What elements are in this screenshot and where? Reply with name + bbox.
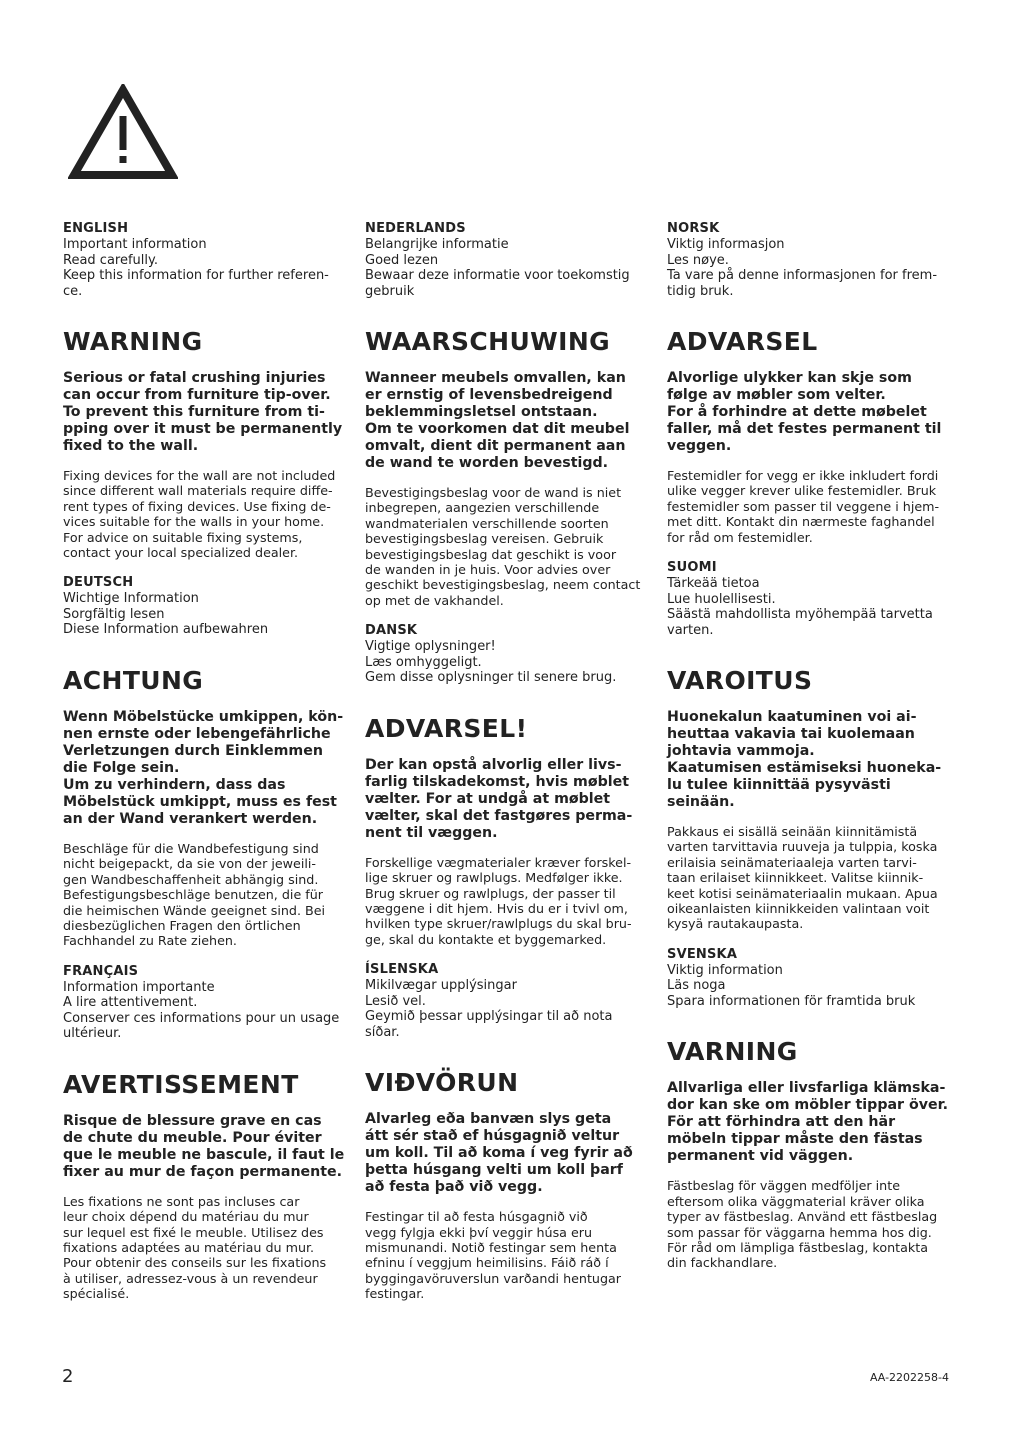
advice-line: ulike vegger krever ulike festemidler. Bruk	[667, 483, 937, 499]
advice-line: For advice on suitable fixing systems,	[63, 529, 303, 545]
warning-line: nent til væggen.	[365, 824, 498, 841]
document-code: AA-2202258-4	[869, 1371, 949, 1384]
advice-line: Les fixations ne sont pas incluses car	[63, 1193, 300, 1209]
info-line: Important information	[63, 237, 207, 252]
advice-line: Forskellige vægmaterialer kræver forskel-	[365, 854, 632, 870]
warning-line: Der kan opstå alvorlig eller livs-	[365, 756, 622, 773]
warning-line: fixer au mur de façon permanente.	[63, 1163, 343, 1180]
warning-line: vælter. For at undgå at møblet	[365, 790, 611, 807]
warning-statement	[667, 709, 957, 811]
fixing-advice	[63, 468, 353, 560]
language-section	[667, 947, 957, 1271]
advice-line: Befestigungsbeschläge benutzen, die für	[63, 887, 324, 903]
important-info	[667, 576, 957, 638]
warning-statement	[365, 757, 655, 842]
info-line: Keep this information for further referen-	[63, 268, 329, 283]
warning-line: dor kan ske om möbler tippar över.	[667, 1097, 948, 1114]
fixing-advice	[63, 841, 353, 949]
language-section	[63, 221, 353, 560]
warning-heading: VARNING	[667, 1037, 798, 1067]
language-label: DEUTSCH	[63, 575, 134, 591]
warning-line: Om te voorkomen dat dit meubel	[365, 421, 630, 437]
warning-statement	[63, 1113, 353, 1181]
info-line: Tärkeää tietoa	[667, 576, 760, 592]
warning-line: permanent vid väggen.	[667, 1148, 854, 1165]
info-line: Ta vare på denne informasjonen for frem-	[667, 268, 938, 283]
advice-line: ge, skal du kontakte et byggemarked.	[365, 931, 607, 947]
warning-heading: VAROITUS	[667, 666, 813, 696]
advice-line: op met de vakhandel.	[365, 592, 504, 608]
info-line: Läs noga	[667, 978, 726, 994]
advice-line: geschikt bevestigingsbeslag, neem contact	[365, 577, 641, 593]
language-section	[365, 623, 655, 947]
warning-line: Serious or fatal crushing injuries	[63, 370, 326, 386]
advice-line: for råd om festemidler.	[667, 529, 813, 545]
warning-line: heuttaa vakavia tai kuolemaan	[667, 726, 915, 743]
warning-line: að festa það við vegg.	[365, 1179, 543, 1196]
advice-line: byggingavöruverslun varðandi hentugar	[365, 1270, 622, 1286]
advice-line: Pour obtenir des conseils sur les fixations	[63, 1255, 327, 1271]
warning-line: seinään.	[667, 794, 735, 811]
advice-line: mismunandi. Notið festingar sem henta	[365, 1240, 617, 1255]
advice-line: met ditt. Kontakt din nærmeste faghandel	[667, 514, 935, 530]
warning-line: Wenn Möbelstücke umkippen, kön-	[63, 708, 344, 725]
warning-line: can occur from furniture tip-over.	[63, 387, 331, 403]
info-line: Conserver ces informations pour un usage	[63, 1010, 340, 1026]
advice-line: Festingar til að festa húsgagnið við	[365, 1209, 588, 1225]
warning-line: For å forhindre at dette møbelet	[667, 404, 927, 420]
column-3	[667, 221, 957, 1271]
advice-line: wandmaterialen verschillende soorten	[365, 515, 609, 531]
advice-line: since different wall materials require diffe-	[63, 483, 333, 499]
advice-line: din fackhandlare.	[667, 1255, 778, 1271]
important-info	[63, 980, 353, 1042]
important-info	[667, 237, 957, 299]
fixing-advice	[667, 1178, 957, 1270]
info-line: Sorgfältig lesen	[63, 606, 165, 622]
advice-line: leur choix dépend du matériau du mur	[63, 1209, 309, 1225]
warning-line: farlig tilskadekomst, hvis møblet	[365, 773, 629, 790]
advice-line: sur lequel est fixé le meuble. Utilisez des	[63, 1224, 324, 1240]
warning-line: Kaatumisen estämiseksi huoneka-	[667, 760, 942, 777]
warning-line: die Folge sein.	[63, 759, 180, 776]
fixing-advice	[63, 1194, 353, 1302]
language-section	[63, 575, 353, 948]
info-line: Vigtige oplysninger!	[365, 639, 496, 655]
warning-line: an der Wand verankert werden.	[63, 810, 318, 827]
info-line: Lesið vel.	[365, 993, 426, 1009]
warning-line: de chute du meuble. Pour éviter	[63, 1129, 322, 1146]
language-section	[63, 964, 353, 1302]
warning-heading: AVERTISSEMENT	[63, 1069, 299, 1099]
advice-line: de wanden in je huis. Voor advies over	[365, 562, 611, 578]
advice-line: Beschläge für die Wandbefestigung sind	[63, 840, 319, 856]
warning-line: þetta húsgang velti um koll þarf	[365, 1162, 623, 1179]
fixing-advice	[667, 468, 957, 545]
advice-line: Brug skruer og rawlplugs, der passer til	[365, 885, 616, 901]
advice-line: varten tarvittavia ruuveja ja tulppia, koska	[667, 839, 938, 855]
warning-line: veggen.	[667, 438, 732, 454]
info-line: varten.	[667, 622, 714, 638]
info-line: ce.	[63, 283, 83, 299]
warning-line: nen ernste oder lebengefährliche	[63, 725, 331, 742]
advice-line: typer av fästbeslag. Använd ett fästbeslag	[667, 1209, 938, 1225]
warning-line: Verletzungen durch Einklemmen	[63, 742, 323, 759]
advice-line: keet kotisi seinämateriaalin mukaan. Apua	[667, 885, 938, 901]
info-line: Gem disse oplysninger til senere brug.	[365, 670, 617, 686]
fixing-advice	[365, 1209, 655, 1301]
page-number: 2	[62, 1366, 74, 1387]
advice-line: Fachhandel zu Rate ziehen.	[63, 933, 237, 949]
warning-line: pping over it must be permanently	[63, 421, 343, 437]
language-label: NEDERLANDS	[365, 221, 466, 236]
warning-statement	[63, 709, 353, 828]
info-line: Geymið þessar upplýsingar til að nota	[365, 1009, 613, 1025]
warning-line: möbeln tippar måste den fästas	[667, 1131, 923, 1148]
advice-line: rent types of fixing devices. Use fixing de-	[63, 498, 331, 514]
language-section	[667, 221, 957, 545]
language-label: SUOMI	[667, 560, 717, 576]
info-line: Diese Information aufbewahren	[63, 622, 269, 638]
warning-heading: ADVARSEL!	[365, 713, 528, 743]
warning-line: Alvorlige ulykker kan skje som	[667, 370, 912, 386]
language-section	[667, 560, 957, 932]
warning-line: Alvarleg eða banvæn slys geta	[365, 1111, 612, 1128]
warning-line: Wanneer meubels omvallen, kan	[365, 370, 626, 386]
warning-statement	[63, 370, 353, 455]
warning-line: omvalt, dient dit permanent aan	[365, 438, 626, 454]
info-line: Les nøye.	[667, 252, 729, 268]
advice-line: För råd om lämpliga fästbeslag, kontakta	[667, 1240, 928, 1255]
info-line: Mikilvægar upplýsingar	[365, 978, 517, 994]
info-line: Read carefully.	[63, 252, 158, 268]
advice-line: efninu í veggjum heimilisins. Fáið ráð í	[365, 1255, 609, 1271]
advice-line: Fixing devices for the wall are not included	[63, 468, 336, 483]
language-section	[365, 962, 655, 1301]
advice-line: gen Wandbeschaffenheit abhängig sind.	[63, 871, 319, 887]
warning-line: que le meuble ne bascule, il faut le	[63, 1146, 345, 1163]
warning-statement	[667, 370, 957, 455]
advice-line: inbegrepen, aangezien verschillende	[365, 500, 600, 516]
fixing-advice	[365, 855, 655, 947]
advice-line: spécialisé.	[63, 1286, 130, 1302]
warning-heading: WARNING	[63, 327, 203, 356]
language-label: ÍSLENSKA	[365, 962, 439, 978]
info-line: tidig bruk.	[667, 283, 734, 299]
warning-triangle-icon	[68, 84, 178, 180]
important-info	[63, 237, 353, 299]
language-label: NORSK	[667, 221, 720, 236]
advice-line: som passar för väggarna hemma hos dig.	[667, 1224, 932, 1240]
warning-line: johtavia vammoja.	[667, 743, 815, 760]
info-line: ultérieur.	[63, 1026, 122, 1042]
warning-line: Möbelstück umkippt, muss es fest	[63, 793, 337, 810]
advice-line: contact your local specialized dealer.	[63, 545, 299, 561]
info-line: Lue huolellisesti.	[667, 591, 776, 607]
info-line: gebruik	[365, 283, 415, 299]
info-line: Viktig informasjon	[667, 237, 785, 252]
language-label: FRANÇAIS	[63, 963, 139, 979]
warning-line: beklemmingsletsel ontstaan.	[365, 404, 598, 420]
info-line: Bewaar deze informatie voor toekomstig	[365, 268, 630, 283]
advice-line: hvilken type skruer/rawlplugs du skal bru-	[365, 916, 632, 932]
advice-line: væggene i dit hjem. Hvis du er i tvivl om,	[365, 900, 628, 916]
warning-heading: VIÐVÖRUN	[365, 1068, 519, 1098]
important-info	[365, 639, 655, 686]
info-line: Goed lezen	[365, 252, 439, 268]
advice-line: Bevestigingsbeslag voor de wand is niet	[365, 485, 622, 500]
language-section	[365, 221, 655, 608]
warning-line: um koll. Til að koma í veg fyrir að	[365, 1145, 633, 1162]
advice-line: diesbezüglichen Fragen den örtlichen	[63, 917, 301, 933]
info-line: Læs omhyggeligt.	[365, 654, 482, 670]
fixing-advice	[365, 485, 655, 608]
info-line: Spara informationen för framtida bruk	[667, 993, 916, 1009]
info-line: A lire attentivement.	[63, 995, 198, 1011]
warning-statement	[365, 370, 655, 472]
language-label: DANSK	[365, 623, 418, 639]
advice-line: erilaisia seinämateriaaleja varten tarvi-	[667, 854, 917, 870]
advice-line: taan erilaiset kiinnikkeet. Valitse kiinnik-	[667, 870, 924, 886]
warning-line: de wand te worden bevestigd.	[365, 455, 609, 471]
advice-line: kysyä rautakaupasta.	[667, 916, 804, 932]
warning-line: følge av møbler som velter.	[667, 387, 886, 403]
warning-line: För att förhindra att den här	[667, 1114, 896, 1131]
advice-line: festemidler som passer til veggene i hjem-	[667, 498, 940, 514]
warning-line: vælter, skal det fastgøres perma-	[365, 807, 633, 824]
advice-line: vegg fylgja ekki því veggir húsa eru	[365, 1224, 593, 1240]
info-line: Belangrijke informatie	[365, 237, 509, 252]
info-line: Viktig information	[667, 962, 783, 978]
warning-line: átt sér stað ef húsgagnið veltur	[365, 1128, 620, 1145]
info-line: Säästä mahdollista myöhempää tarvetta	[667, 607, 933, 623]
important-info	[667, 963, 957, 1010]
warning-heading: ADVARSEL	[667, 327, 818, 356]
warning-statement	[365, 1111, 655, 1196]
language-label: SVENSKA	[667, 946, 738, 962]
warning-statement	[667, 1080, 957, 1165]
info-line: Wichtige Information	[63, 591, 199, 607]
fixing-advice	[667, 824, 957, 932]
warning-line: To prevent this furniture from ti-	[63, 404, 325, 420]
info-line: síðar.	[365, 1024, 400, 1040]
advice-line: lige skruer og rawlplugs. Medfølger ikke.	[365, 870, 623, 886]
important-info	[365, 978, 655, 1040]
column-2	[365, 221, 655, 1302]
warning-heading: ACHTUNG	[63, 665, 204, 695]
advice-line: bevestigingsbeslag vereisen. Gebruik	[365, 531, 604, 547]
advice-line: bevestigingsbeslag dat geschikt is voor	[365, 546, 617, 562]
advice-line: eftersom olika väggmaterial kräver olika	[667, 1193, 925, 1209]
warning-line: er ernstig of levensbedreigend	[365, 387, 613, 403]
warning-line: Um zu verhindern, dass das	[63, 776, 286, 793]
important-info	[365, 237, 655, 299]
warning-line: lu tulee kiinnittää pysyvästi	[667, 777, 891, 794]
important-info	[63, 591, 353, 638]
advice-line: festingar.	[365, 1286, 425, 1302]
advice-line: à utiliser, adressez-vous à un revendeur	[63, 1270, 318, 1286]
advice-line: nicht beigepackt, da sie von der jeweili-	[63, 856, 316, 872]
language-label: ENGLISH	[63, 221, 129, 236]
warning-line: faller, må det festes permanent til	[667, 421, 942, 437]
warning-line: fixed to the wall.	[63, 438, 199, 454]
warning-line: Risque de blessure grave en cas	[63, 1112, 322, 1129]
advice-line: vices suitable for the walls in your home.	[63, 514, 325, 530]
advice-line: Fästbeslag för väggen medföljer inte	[667, 1178, 900, 1194]
info-line: Information importante	[63, 979, 215, 995]
warning-line: Huonekalun kaatuminen voi ai-	[667, 709, 917, 726]
warning-line: Allvarliga eller livsfarliga klämska-	[667, 1080, 946, 1097]
advice-line: Pakkaus ei sisällä seinään kiinnitämistä	[667, 824, 918, 840]
advice-line: die heimischen Wände geeignet sind. Bei	[63, 902, 326, 918]
advice-line: fixations adaptées au matériau du mur.	[63, 1240, 315, 1255]
advice-line: oikeanlaisten kiinnikkeiden valintaan voit	[667, 901, 930, 917]
warning-heading: WAARSCHUWING	[365, 327, 611, 356]
column-1	[63, 221, 353, 1302]
advice-line: Festemidler for vegg er ikke inkludert fordi	[667, 468, 939, 483]
